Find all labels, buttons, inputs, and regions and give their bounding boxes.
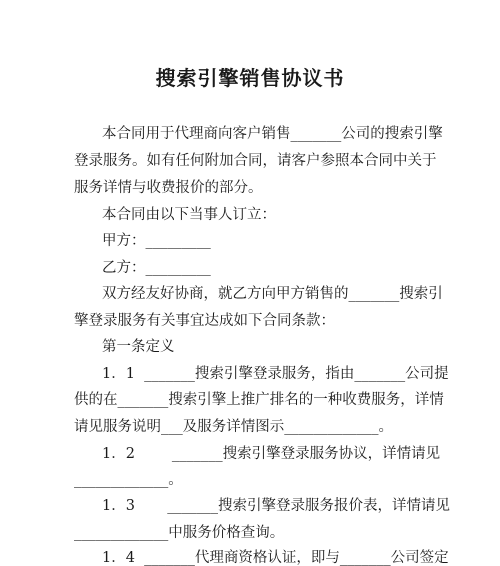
clause-line: 请见服务说明___及服务详情图示_____________。 (74, 419, 393, 435)
clause-line: 1．2 _______搜索引擎登录服务协议，详情请见 (102, 446, 441, 462)
clause-line: 供的在_______搜索引擎上推广排名的一种收费服务，详情 (74, 392, 444, 408)
clause-line: 1．4 _______代理商资格认证，即与_______公司签定 (102, 550, 449, 566)
party-a-line: 甲方：_________ (102, 233, 211, 249)
clause-line: _____________。 (74, 472, 183, 488)
section-heading: 第一条定义 (102, 339, 175, 355)
paragraph-line: 双方经友好协商，就乙方向甲方销售的_______搜索引 (102, 286, 443, 302)
clause-line: _____________中服务价格查询。 (74, 525, 285, 541)
paragraph-line: 擎登录服务有关事宜达成如下合同条款： (74, 313, 335, 329)
document-title: 搜索引擎销售协议书 (155, 66, 345, 90)
clause-line: 1．3 _______搜索引擎登录服务报价表，详情请见 (102, 498, 450, 514)
party-b-line: 乙方：_________ (102, 260, 211, 276)
paragraph-line: 本合同由以下当事人订立： (102, 207, 276, 223)
paragraph-line: 本合同用于代理商向客户销售_______公司的搜索引擎 (102, 126, 443, 142)
clause-line: 1．1 _______搜索引擎登录服务，指由_______公司提 (102, 366, 449, 382)
paragraph-line: 登录服务。如有任何附加合同，请客户参照本合同中关于 (74, 153, 437, 169)
paragraph-line: 服务详情与收费报价的部分。 (74, 180, 263, 196)
